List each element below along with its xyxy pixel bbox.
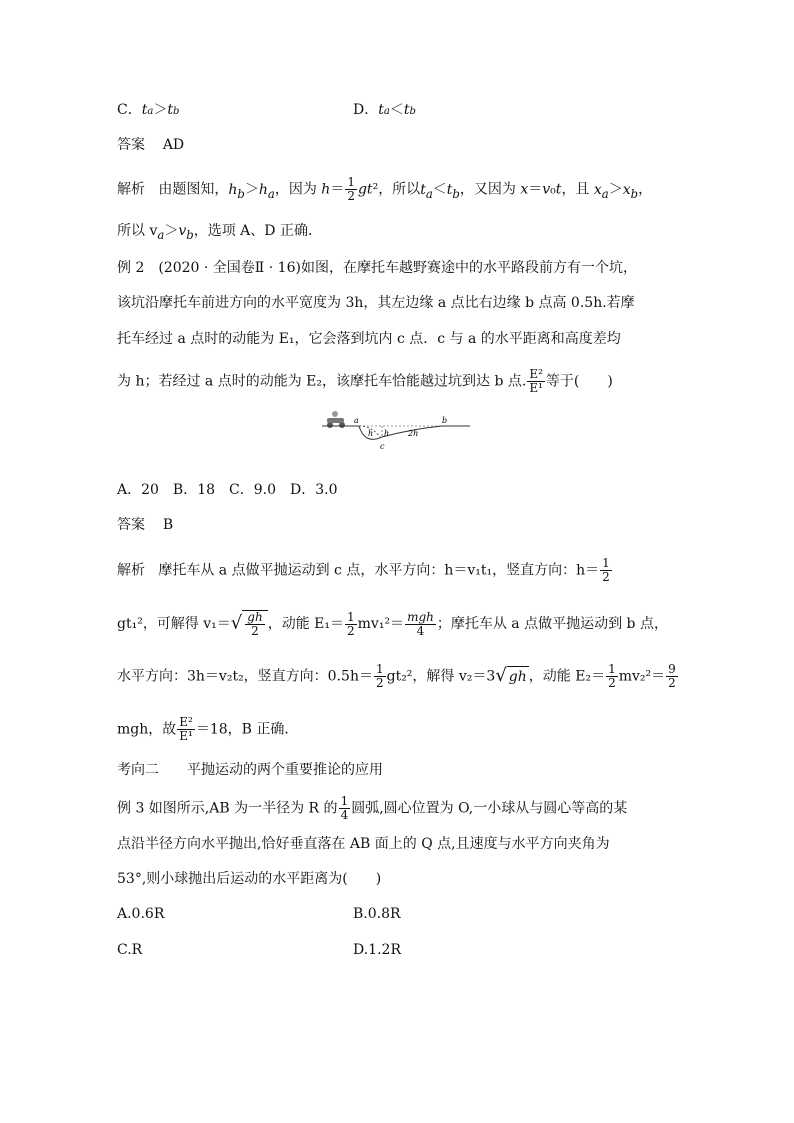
motorcycle-pit-figure	[322, 405, 472, 451]
option-c: C．ta＞tb	[117, 102, 180, 118]
answer-1: 答案 AD	[117, 137, 185, 153]
ex2-line3: 托车经过 a 点时的动能为 E₁，它会落到坑内 c 点．c 与 a 的水平距离和高度差均	[117, 331, 621, 347]
label-a: a	[354, 416, 359, 425]
ex3-option-d: D.1.2R	[353, 942, 401, 958]
analysis-2-line2: gt₁²，可解得 v₁＝√ $\frac{gh}{2}$ ，动能 E₁＝ $\frac{1}{2}$ mv₁²＝ $\frac{\text{mgh}}{4}$ ；摩托车从 a 点做平抛运动到 b 点，	[117, 609, 668, 638]
ex3-option-b: B.0.8R	[353, 906, 401, 922]
ex3-option-a: A.0.6R	[117, 906, 165, 922]
analysis-2-line1: 解析 摩托车从 a 点做平抛运动到 c 点，水平方向：h＝v₁t₁，竖直方向：h＝ $\frac{1}{2}$	[117, 556, 610, 584]
analysis-2-line4: mgh，故 $\frac{\text{E²}}{\text{E¹}}$ ＝18，B 正确．	[117, 715, 299, 743]
label-2h: 2h	[408, 429, 419, 438]
analysis-1-line1: 解析 由题图知，$h_b>h_a$，因为 h＝ $\frac{1}{2}$ gt²，所以$t_a<t_b$，又因为 x＝v₀t，且 $x_a>x_b$，	[117, 175, 653, 203]
ex2-line1: 例 2 (2020 · 全国卷Ⅱ · 16)如图，在摩托车越野赛途中的水平路段前方有一个坑，	[117, 260, 637, 276]
ex3-option-c: C.R	[117, 942, 143, 958]
ex3-line1: 例 3 如图所示,AB 为一半径为 R 的 $\frac{1}{4}$ 圆弧,圆心位置为 O,一小球从与圆心等高的某	[117, 794, 628, 822]
label-c: c	[380, 442, 385, 451]
answer-2: 答案 B	[117, 517, 174, 533]
motorcycle-icon	[327, 411, 345, 428]
ex3-line3: 53°,则小球抛出后运动的水平距离为( )	[117, 871, 382, 887]
ex2-options: A．20 B．18 C．9.0 D．3.0	[117, 482, 338, 498]
label-b: b	[442, 416, 448, 425]
ex2-line4: 为 h；若经过 a 点时的动能为 E₂，该摩托车恰能越过坑到达 b 点. $\frac{\text{E²}}{\text{E¹}}$ 等于( )	[117, 367, 613, 395]
analysis-2-line3: 水平方向：3h＝v₂t₂，竖直方向：0.5h＝ $\frac{1}{2}$ gt₂²，解得 v₂＝3√ gh ，动能 E₂＝ $\frac{1}{2}$ mv₂²＝ $\frac{9}{2}$	[117, 662, 676, 690]
option-d: D．ta＜tb	[353, 102, 416, 118]
label-h1: h	[368, 429, 374, 438]
ex3-line2: 点沿半径方向水平抛出,恰好垂直落在 AB 面上的 Q 点,且速度与水平方向夹角为	[117, 836, 610, 852]
label-h2: h	[384, 429, 390, 438]
ex2-line2: 该坑沿摩托车前进方向的水平宽度为 3h，其左边缘 a 点比右边缘 b 点高 0.5h.若摩	[117, 295, 635, 311]
analysis-1-line2: 所以 $v_a>v_b$，选项 A、D 正确．	[117, 223, 322, 242]
section-heading: 考向二 平抛运动的两个重要推论的应用	[117, 762, 383, 778]
